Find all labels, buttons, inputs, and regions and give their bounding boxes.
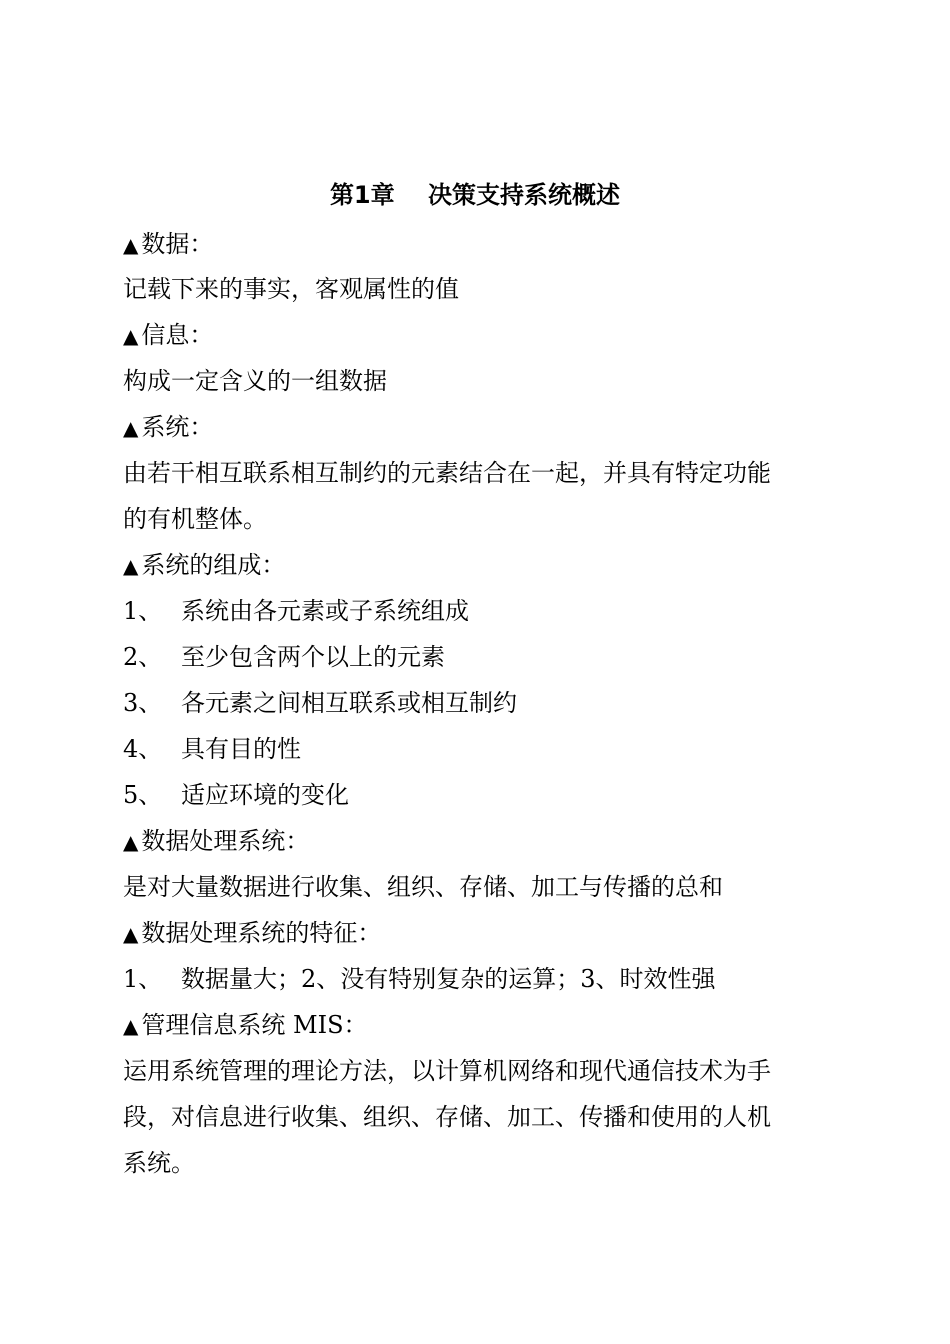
list-item [123,778,349,812]
triangle-bullet-icon: ▲ [123,1014,139,1038]
list-item-text: 至少包含两个以上的元素 [181,643,445,671]
section-heading-text: 数据处理系统的特征： [141,919,382,947]
list-item-text: 系统由各元素或子系统组成 [181,597,469,625]
list-item [123,962,716,996]
list-item-text: 各元素之间相互联系或相互制约 [181,689,517,717]
section-heading-system-composition [123,548,285,583]
list-item-number: 3、 [123,689,163,717]
list-item-text: 具有目的性 [181,735,301,763]
list-item-number: 1、 [123,597,163,625]
section-body-line: 的有机整体。 [123,505,267,533]
section-heading-text: 信息： [141,321,214,349]
section-heading-text: 数据处理系统： [141,827,310,855]
list-item [123,640,445,674]
section-body-line: 系统。 [123,1149,195,1177]
section-heading-data [123,227,213,262]
section-body-line: 是对大量数据进行收集、组织、存储、加工与传播的总和 [123,873,723,901]
section-heading-dps-features [123,916,381,951]
section-heading-system [123,410,213,445]
chapter-title: 第1章 决策支持系统概述 [329,181,621,209]
section-body-line: 段，对信息进行收集、组织、存储、加工、传播和使用的人机 [123,1103,771,1131]
section-body-line: 由若干相互联系相互制约的元素结合在一起，并具有特定功能 [123,459,771,487]
section-heading-text: 管理信息系统 MIS： [141,1011,368,1039]
section-body-line: 记载下来的事实，客观属性的值 [123,275,459,303]
triangle-bullet-icon: ▲ [123,233,139,257]
list-item [123,686,517,720]
list-item-text: 数据量大；2、没有特别复杂的运算；3、时效性强 [181,965,716,993]
section-heading-text: 系统： [141,413,214,441]
section-heading-mis [123,1008,368,1043]
section-heading-information [123,318,213,353]
section-heading-text: 系统的组成： [141,551,286,579]
list-item-number: 4、 [123,735,163,763]
triangle-bullet-icon: ▲ [123,416,139,440]
list-item-text: 适应环境的变化 [181,781,349,809]
section-heading-data-processing-system [123,824,309,859]
list-item [123,732,301,766]
section-body-line: 构成一定含义的一组数据 [123,367,387,395]
list-item [123,594,469,628]
section-body-line: 运用系统管理的理论方法，以计算机网络和现代通信技术为手 [123,1057,771,1085]
list-item-number: 2、 [123,643,163,671]
list-item-number: 5、 [123,781,163,809]
triangle-bullet-icon: ▲ [123,554,139,578]
triangle-bullet-icon: ▲ [123,922,139,946]
list-item-number: 1、 [123,965,163,993]
triangle-bullet-icon: ▲ [123,830,139,854]
triangle-bullet-icon: ▲ [123,324,139,348]
section-heading-text: 数据： [141,230,214,258]
